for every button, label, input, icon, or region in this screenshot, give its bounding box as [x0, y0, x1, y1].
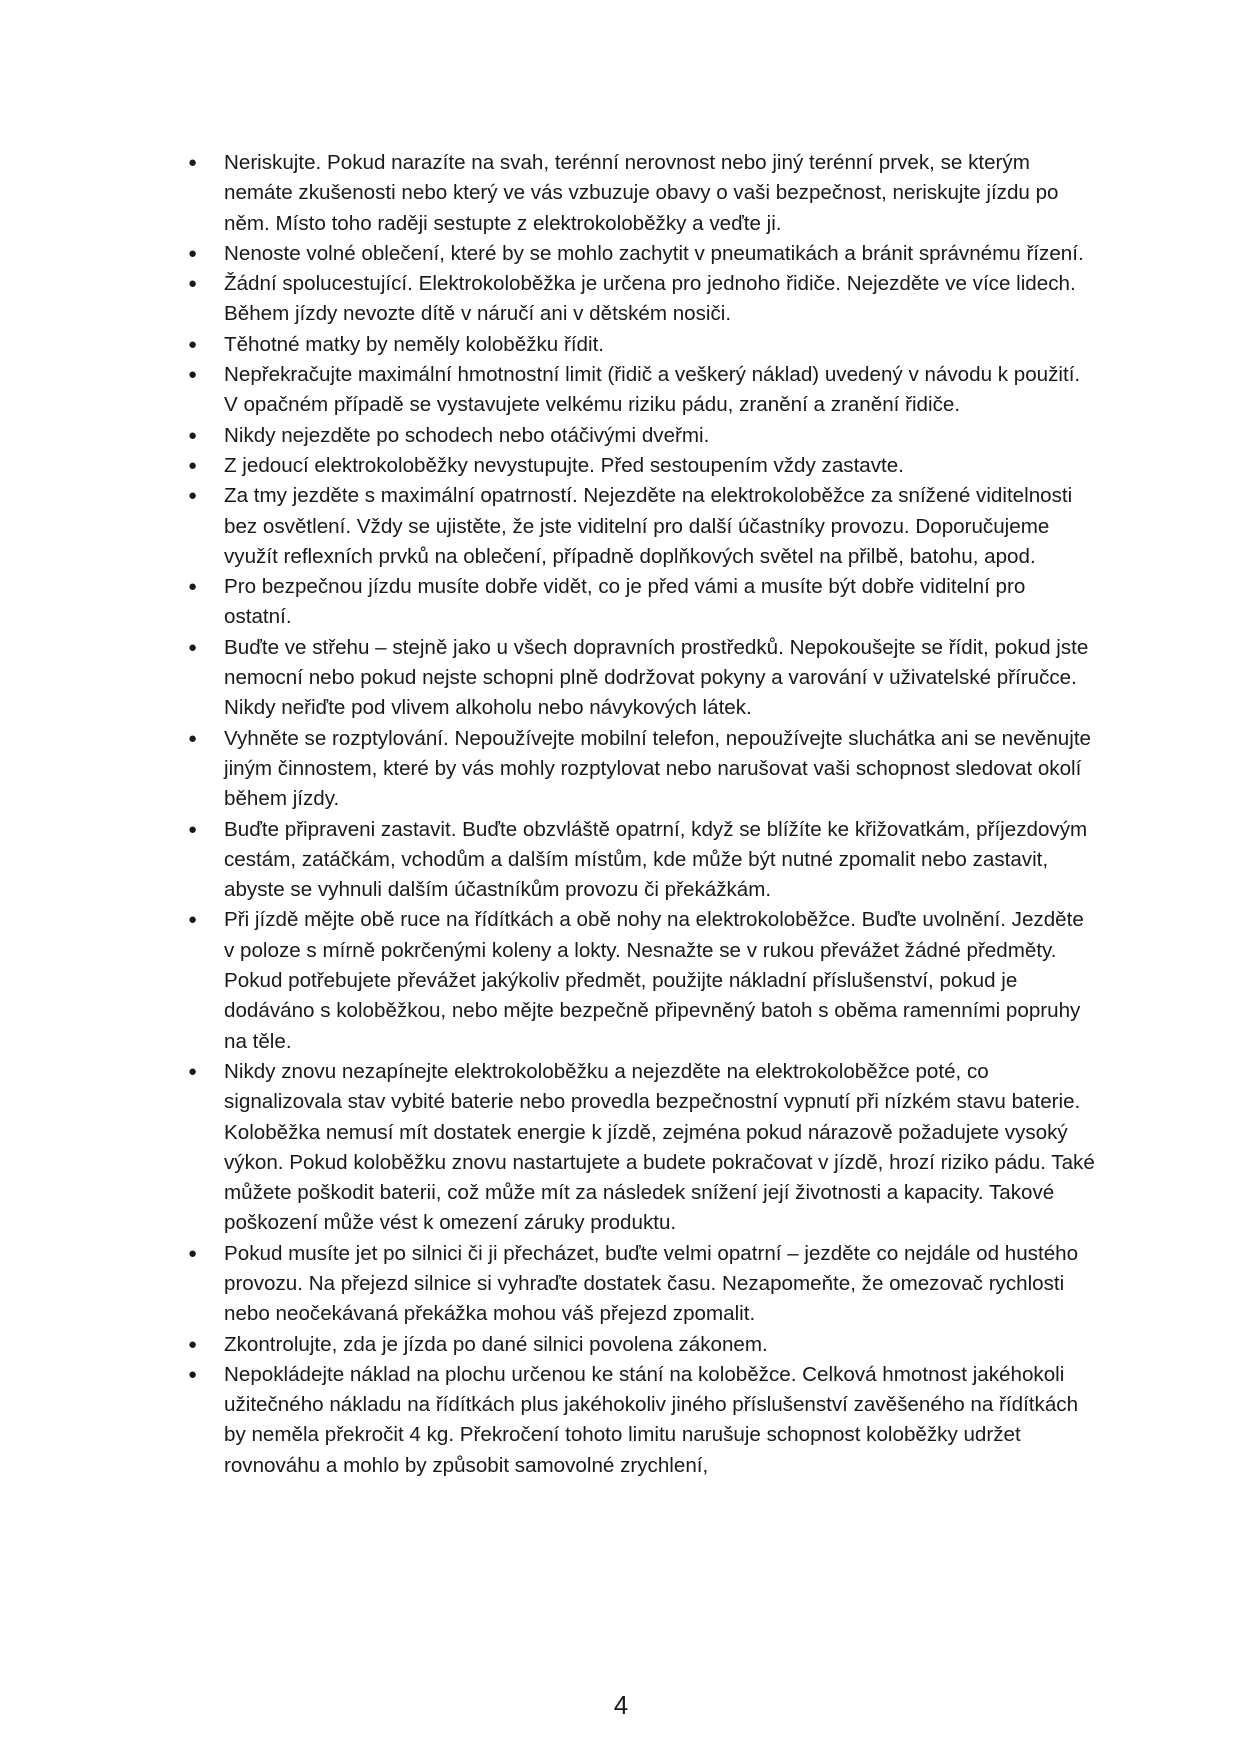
bullet-text: Nikdy nejezděte po schodech nebo otáčivými dveřmi. — [224, 423, 710, 447]
bullet-text: Nepokládejte náklad na plochu určenou ke stání na koloběžce. Celková hmotnost jakéhokoli užitečného nákladu na řídítkách plus jakéhokoliv jiného příslušenství zavěšeného na řídítkách by neměla překročit 4 kg. Překročení tohoto limitu narušuje schopnost koloběžky udržet rovnováhu a mohlo by způsobit samovolné zrychlení, — [224, 1362, 1079, 1477]
bullet-text: Těhotné matky by neměly koloběžku řídit. — [224, 332, 605, 356]
bullet-item-16 — [186, 1330, 1096, 1360]
page-number: 4 — [613, 1690, 629, 1720]
bullet-item-3 — [186, 269, 1096, 330]
bullet-dot-icon: ● — [188, 638, 198, 656]
bullet-text: Za tmy jezděte s maximální opatrností. Nejezděte na elektrokoloběžce za snížené viditelnosti bez osvětlení. Vždy se ujistěte, že jste viditelní pro další účastníky provozu. Doporučujeme využít reflexních prvků na oblečení, případně doplňkových světel na přilbě, batohu, apod. — [224, 484, 1073, 568]
bullet-dot-icon: ● — [188, 487, 198, 505]
safety-bullet-list — [186, 148, 1096, 1481]
bullet-dot-icon: ● — [188, 456, 198, 474]
bullet-item-12 — [186, 815, 1096, 906]
bullet-text: Nenoste volné oblečení, které by se mohlo zachytit v pneumatikách a bránit správnému řízení. — [224, 241, 1084, 265]
bullet-text: Vyhněte se rozptylování. Nepoužívejte mobilní telefon, nepoužívejte sluchátka ani se nevěnujte jiným činnostem, které by vás mohly rozptylovat nebo narušovat vaši schopnost sledovat okolí během jízdy. — [224, 726, 1091, 811]
bullet-dot-icon: ● — [188, 366, 198, 384]
bullet-dot-icon: ● — [188, 820, 198, 838]
bullet-item-1 — [186, 148, 1096, 239]
bullet-item-10 — [186, 633, 1096, 724]
bullet-text: Nepřekračujte maximální hmotnostní limit (řidič a veškerý náklad) uvedený v návodu k použití. V opačném případě se vystavujete velkému riziku pádu, zranění a zranění řidiče. — [224, 363, 1081, 417]
bullet-dot-icon: ● — [188, 729, 198, 747]
bullet-text: Zkontrolujte, zda je jízda po dané silnici povolena zákonem. — [224, 1332, 768, 1356]
bullet-dot-icon: ● — [188, 275, 198, 293]
bullet-dot-icon: ● — [188, 335, 198, 353]
bullet-text: Pro bezpečnou jízdu musíte dobře vidět, co je před vámi a musíte být dobře viditelní pro ostatní. — [224, 575, 1026, 629]
bullet-text: Pokud musíte jet po silnici či ji přecházet, buďte velmi opatrní – jezděte co nejdále od hustého provozu. Na přejezd silnice si vyhraďte dostatek času. Nezapomeňte, že omezovač rychlosti nebo neočekávaná překážka mohou váš přejezd zpomalit. — [224, 1241, 1079, 1326]
bullet-text: Nikdy znovu nezapínejte elektrokoloběžku a nejezděte na elektrokoloběžce poté, co signalizovala stav vybité baterie nebo provedla bezpečnostní vypnutí při nízkém stavu baterie. Koloběžka nemusí mít dostatek energie k jízdě, zejména pokud nárazově požadujete vysoký výkon. Pokud koloběžku znovu nastartujete a budete pokračovat v jízdě, hrozí riziko pádu. Také můžete poškodit baterii, což může mít za následek snížení její životnosti a kapacity. Takové poškození může vést k omezení záruky produktu. — [224, 1059, 1095, 1235]
bullet-dot-icon: ● — [188, 244, 198, 262]
bullet-text: Žádní spolucestující. Elektrokoloběžka je určena pro jednoho řidiče. Nejezděte ve více lidech. Během jízdy nevozte dítě v náručí ani v dětském nosiči. — [224, 272, 1076, 326]
bullet-text: Neriskujte. Pokud narazíte na svah, terénní nerovnost nebo jiný terénní prvek, se kterým nemáte zkušenosti nebo který ve vás vzbuzuje obavy o vaši bezpečnost, neriskujte jízdu po něm. Místo toho raději sestupte z elektrokoloběžky a veďte ji. — [224, 151, 1059, 235]
bullet-dot-icon: ● — [188, 1335, 198, 1353]
bullet-dot-icon: ● — [188, 911, 198, 929]
bullet-item-15 — [186, 1239, 1096, 1330]
bullet-item-17 — [186, 1360, 1096, 1481]
bullet-dot-icon: ● — [188, 578, 198, 596]
bullet-text: Buďte ve střehu – stejně jako u všech dopravních prostředků. Nepokoušejte se řídit, pokud jste nemocní nebo pokud nejste schopni plně dodržovat pokyny a varování v uživatelské příručce. Nikdy neřiďte pod vlivem alkoholu nebo návykových látek. — [224, 635, 1089, 720]
bullet-text: Při jízdě mějte obě ruce na řídítkách a obě nohy na elektrokoloběžce. Buďte uvolnění. Jezděte v poloze s mírně pokrčenými koleny a lokty. Nesnažte se v rukou převážet žádné předměty. Pokud potřebujete převážet jakýkoliv předmět, použijte nákladní příslušenství, pokud je dodáváno s koloběžkou, nebo mějte bezpečně připevněný batoh s oběma ramenními popruhy na těle. — [224, 908, 1084, 1053]
bullet-item-11 — [186, 724, 1096, 815]
bullet-dot-icon: ● — [188, 1244, 198, 1262]
bullet-text: Buďte připraveni zastavit. Buďte obzvláště opatrní, když se blížíte ke křižovatkám, příjezdovým cestám, zatáčkám, vchodům a dalším místům, kde může být nutné zpomalit nebo zastavit, abyste se vyhnuli dalším účastníkům provozu či překážkám. — [224, 817, 1088, 902]
bullet-dot-icon: ● — [188, 1365, 198, 1383]
bullet-item-13 — [186, 905, 1096, 1056]
bullet-item-2 — [186, 239, 1096, 269]
bullet-item-9 — [186, 572, 1096, 633]
bullet-item-7 — [186, 451, 1096, 481]
bullet-dot-icon: ● — [188, 1062, 198, 1080]
bullet-text: Z jedoucí elektrokoloběžky nevystupujte. Před sestoupením vždy zastavte. — [224, 453, 904, 477]
bullet-dot-icon: ● — [188, 426, 198, 444]
bullet-item-6 — [186, 421, 1096, 451]
bullet-dot-icon: ● — [188, 154, 198, 171]
bullet-item-5 — [186, 360, 1096, 421]
bullet-item-4 — [186, 330, 1096, 360]
bullet-item-14 — [186, 1057, 1096, 1239]
bullet-item-8 — [186, 481, 1096, 572]
